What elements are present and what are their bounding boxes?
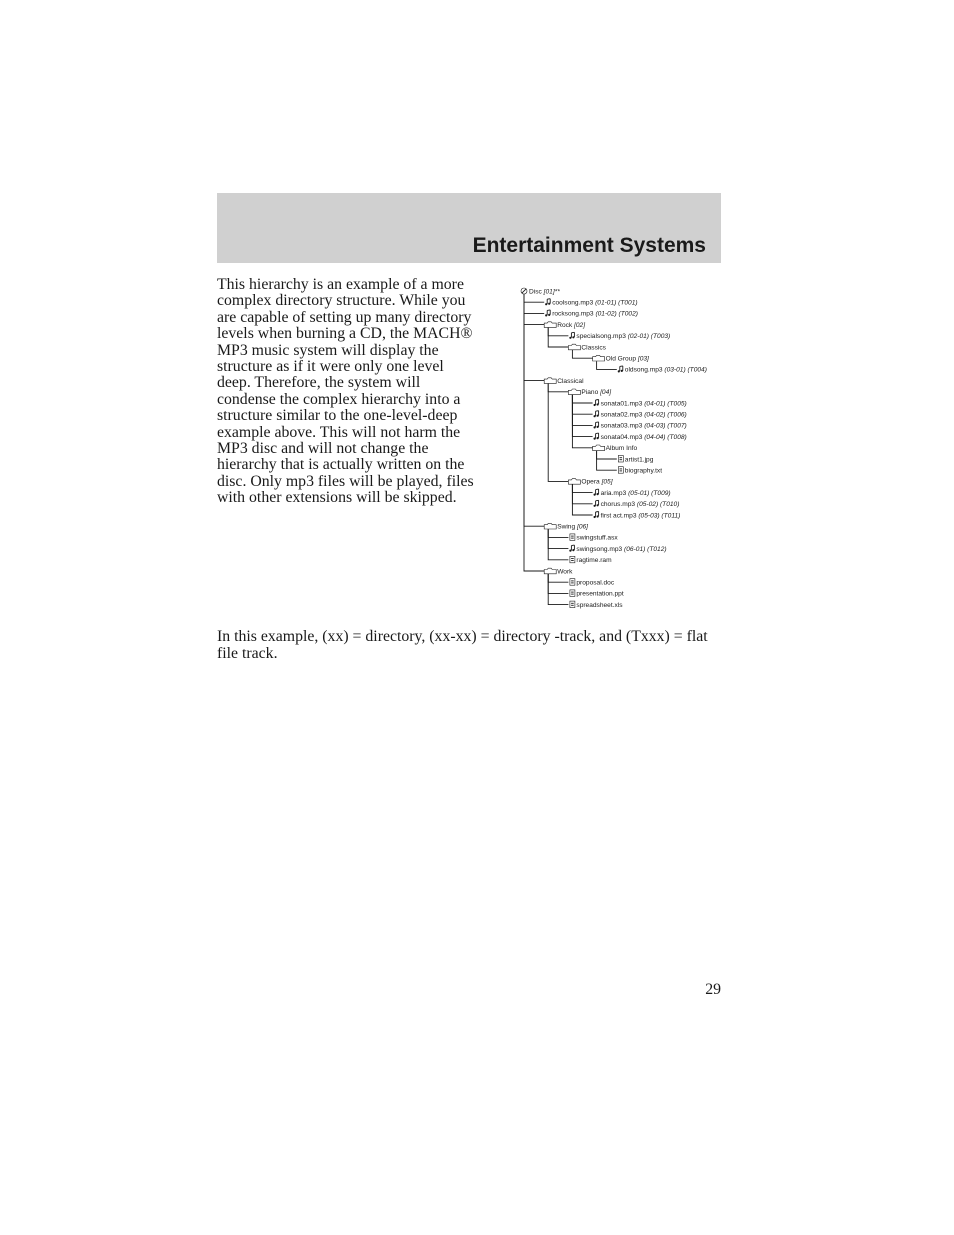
file-icon bbox=[570, 590, 575, 597]
tree-connector-line bbox=[572, 395, 592, 426]
tree-node-label bbox=[576, 546, 666, 553]
music-note-icon bbox=[594, 500, 599, 507]
tree-node-name: Classical bbox=[557, 377, 584, 385]
tree-node-index: (04-04) (T008) bbox=[644, 433, 687, 441]
file-icon bbox=[618, 467, 623, 474]
tree-node-name: presentation.ppt bbox=[576, 590, 624, 598]
tree-node bbox=[544, 322, 585, 329]
tree-node-label bbox=[581, 389, 611, 396]
tree-node bbox=[594, 400, 687, 408]
tree-node-name: coolsong.mp3 bbox=[552, 299, 596, 307]
music-note-icon bbox=[545, 299, 550, 306]
tree-node bbox=[593, 445, 638, 452]
tree-node-name: proposal.doc bbox=[576, 579, 615, 587]
tree-node bbox=[594, 489, 671, 497]
tree-node-name: Work bbox=[557, 568, 573, 576]
tree-connector-line bbox=[548, 574, 568, 605]
folder-icon bbox=[544, 523, 556, 529]
tree-node-label bbox=[557, 524, 588, 531]
tree-node-name: Rock bbox=[557, 321, 575, 329]
tree-node-label bbox=[576, 557, 612, 564]
tree-node-index: (05-02) (T010) bbox=[636, 501, 680, 509]
tree-node bbox=[569, 332, 670, 340]
page-number: 29 bbox=[705, 981, 721, 998]
tree-connector-line bbox=[524, 294, 544, 325]
tree-node-label bbox=[557, 568, 573, 575]
tree-node-label bbox=[581, 344, 606, 351]
tree-node-index: (04-03) (T007) bbox=[644, 422, 687, 430]
tree-node-label bbox=[601, 423, 687, 430]
tree-connector-line bbox=[572, 484, 592, 503]
tree-node bbox=[521, 288, 560, 295]
section-title: Entertainment Systems bbox=[472, 234, 706, 257]
tree-connector-line bbox=[548, 529, 568, 560]
tree-connector-line bbox=[572, 395, 592, 414]
tree-connector-line bbox=[548, 328, 568, 347]
tree-connector-line bbox=[572, 395, 592, 437]
folder-icon bbox=[544, 378, 556, 384]
tree-node bbox=[569, 545, 666, 553]
tree-node-index: [04] bbox=[600, 389, 612, 397]
tree-connector-line bbox=[548, 384, 568, 482]
tree-node-label bbox=[576, 535, 618, 542]
file-icon bbox=[570, 556, 575, 563]
tree-node-label bbox=[625, 456, 654, 463]
tree-node-name: Opera bbox=[581, 478, 602, 486]
tree-node bbox=[570, 601, 623, 609]
tree-node-label bbox=[606, 356, 649, 363]
folder-icon bbox=[544, 322, 556, 328]
tree-node-name: first act.mp3 bbox=[600, 512, 639, 520]
folder-icon bbox=[544, 568, 556, 574]
tree-node bbox=[568, 344, 606, 351]
tree-node-name: Album Info bbox=[605, 445, 638, 453]
tree-node bbox=[545, 310, 638, 318]
tree-node-index: (01-01) (T001) bbox=[595, 299, 638, 307]
tree-node-index: (03-01) (T004) bbox=[664, 366, 707, 374]
tree-connector-line bbox=[548, 574, 568, 593]
tree-node bbox=[593, 355, 649, 362]
file-icon bbox=[570, 579, 575, 586]
file-icon bbox=[618, 456, 623, 463]
tree-connector-line bbox=[524, 294, 544, 526]
tree-connector-line bbox=[524, 294, 544, 313]
tree-node-label bbox=[601, 434, 687, 441]
tree-connector-line bbox=[572, 484, 592, 515]
tree-node-name: aria.mp3 bbox=[600, 489, 629, 497]
tree-node-name: biography.txt bbox=[624, 467, 663, 475]
tree-node-index: [02] bbox=[574, 321, 586, 329]
tree-node bbox=[568, 389, 611, 396]
music-note-icon bbox=[594, 422, 599, 429]
music-note-icon bbox=[594, 512, 599, 519]
music-note-icon bbox=[569, 332, 574, 339]
tree-node-index: (01-02) (T002) bbox=[595, 310, 638, 318]
tree-node-index: (04-02) (T006) bbox=[644, 411, 687, 419]
tree-node-index: (05-01) (T009) bbox=[628, 489, 671, 497]
folder-icon bbox=[593, 355, 605, 361]
music-note-icon bbox=[594, 433, 599, 440]
tree-node-label bbox=[601, 400, 687, 407]
tree-node-label bbox=[552, 311, 638, 318]
body-paragraph: This hierarchy is an example of a more complex directory structure. While you are capable of setting up many directory levels when burning a CD, the MACH® MP3 music system will display the structure as if it were only one level deep. Therefore, the system will condense the complex hierarchy into a structure similar to the one-level-deep example above. This will not harm the MP3 disc and will not change the hierarchy that is actually written on the disc. Only mp3 files will be played, files with other extensions will be skipped. bbox=[217, 276, 474, 507]
tree-node bbox=[594, 500, 680, 508]
tree-node bbox=[594, 433, 687, 441]
tree-node-label bbox=[606, 445, 638, 452]
tree-node-label bbox=[601, 501, 680, 508]
tree-node-label bbox=[625, 367, 707, 374]
folder-icon bbox=[568, 479, 580, 485]
tree-node bbox=[544, 523, 588, 530]
tree-node-label bbox=[576, 602, 623, 609]
tree-node-label bbox=[557, 378, 584, 385]
footnote-text bbox=[217, 628, 727, 662]
tree-node-label bbox=[576, 591, 623, 598]
directory-tree-diagram bbox=[510, 280, 730, 615]
tree-node-label bbox=[557, 322, 585, 329]
body-text bbox=[217, 277, 479, 507]
file-icon bbox=[570, 601, 575, 608]
music-note-icon bbox=[594, 411, 599, 418]
tree-node bbox=[618, 456, 653, 464]
tree-node-label bbox=[529, 288, 560, 295]
tree-connector-line bbox=[597, 451, 617, 470]
tree-node-label bbox=[601, 512, 681, 519]
tree-node bbox=[568, 479, 612, 486]
tree-node-name: swingsong.mp3 bbox=[576, 545, 625, 553]
music-note-icon bbox=[618, 366, 623, 373]
tree-node-name: specialsong.mp3 bbox=[576, 333, 628, 341]
tree-node-index: (05-03) (T011) bbox=[638, 512, 681, 520]
tree-node bbox=[570, 590, 624, 598]
tree-node-name: sonata02.mp3 bbox=[600, 411, 645, 419]
disc-icon bbox=[521, 288, 527, 294]
music-note-icon bbox=[569, 545, 574, 552]
tree-node-name: sonata01.mp3 bbox=[600, 400, 645, 408]
music-note-icon bbox=[594, 400, 599, 407]
tree-node-name: spreadsheet.xls bbox=[576, 601, 623, 609]
tree-node-name: Swing bbox=[557, 523, 577, 531]
music-note-icon bbox=[545, 310, 550, 317]
tree-node-index: [06] bbox=[576, 523, 588, 531]
tree-connector-line bbox=[524, 294, 544, 381]
tree-connector-line bbox=[524, 294, 544, 571]
tree-node bbox=[570, 579, 615, 587]
music-note-icon bbox=[594, 489, 599, 496]
tree-node-index: [03] bbox=[637, 355, 649, 363]
tree-node bbox=[594, 422, 687, 430]
tree-node bbox=[594, 411, 687, 419]
tree-node-index: [05] bbox=[601, 478, 613, 486]
tree-node-index: [01]** bbox=[543, 288, 560, 296]
tree-node-name: artist1.jpg bbox=[624, 456, 654, 464]
tree-node-name: ragtime.ram bbox=[576, 557, 612, 565]
tree-node-label bbox=[576, 580, 614, 587]
tree-node-index: (02-01) (T003) bbox=[627, 333, 671, 341]
tree-node-name: sonata03.mp3 bbox=[600, 422, 645, 430]
file-icon bbox=[570, 534, 575, 541]
tree-node-label bbox=[601, 412, 687, 419]
tree-node-label bbox=[601, 490, 671, 497]
tree-node bbox=[618, 467, 662, 475]
folder-icon bbox=[593, 445, 605, 451]
tree-node bbox=[618, 366, 707, 374]
tree-node-label bbox=[576, 333, 670, 340]
tree-node-index: (04-01) (T005) bbox=[644, 400, 687, 408]
tree-node-name: Classics bbox=[581, 344, 606, 352]
tree-node-name: Old Group bbox=[605, 355, 638, 363]
tree-connector-line bbox=[548, 529, 568, 548]
footnote-paragraph: In this example, (xx) = directory, (xx-xx) = directory -track, and (Txxx) = flat file track. bbox=[217, 628, 708, 662]
folder-icon bbox=[568, 344, 580, 350]
tree-node-name: sonata04.mp3 bbox=[600, 433, 645, 441]
tree-node-name: chorus.mp3 bbox=[600, 501, 637, 509]
folder-icon bbox=[568, 389, 580, 395]
section-header-band bbox=[217, 193, 721, 263]
tree-node bbox=[594, 512, 681, 520]
tree-node bbox=[570, 556, 612, 564]
tree-node-name: rocksong.mp3 bbox=[552, 310, 596, 318]
tree-node-name: Disc bbox=[529, 288, 544, 296]
tree-node-name: swingstuff.asx bbox=[576, 534, 618, 542]
tree-node bbox=[545, 299, 638, 307]
tree-node-label bbox=[581, 479, 612, 486]
tree-node-index: (06-01) (T012) bbox=[624, 545, 667, 553]
tree-node-name: oldsong.mp3 bbox=[624, 366, 665, 374]
tree-node-label bbox=[625, 468, 662, 475]
tree-node-label bbox=[552, 300, 637, 307]
tree-node bbox=[544, 378, 584, 385]
tree-node-name: Piano bbox=[581, 389, 601, 397]
tree-node bbox=[570, 534, 618, 542]
